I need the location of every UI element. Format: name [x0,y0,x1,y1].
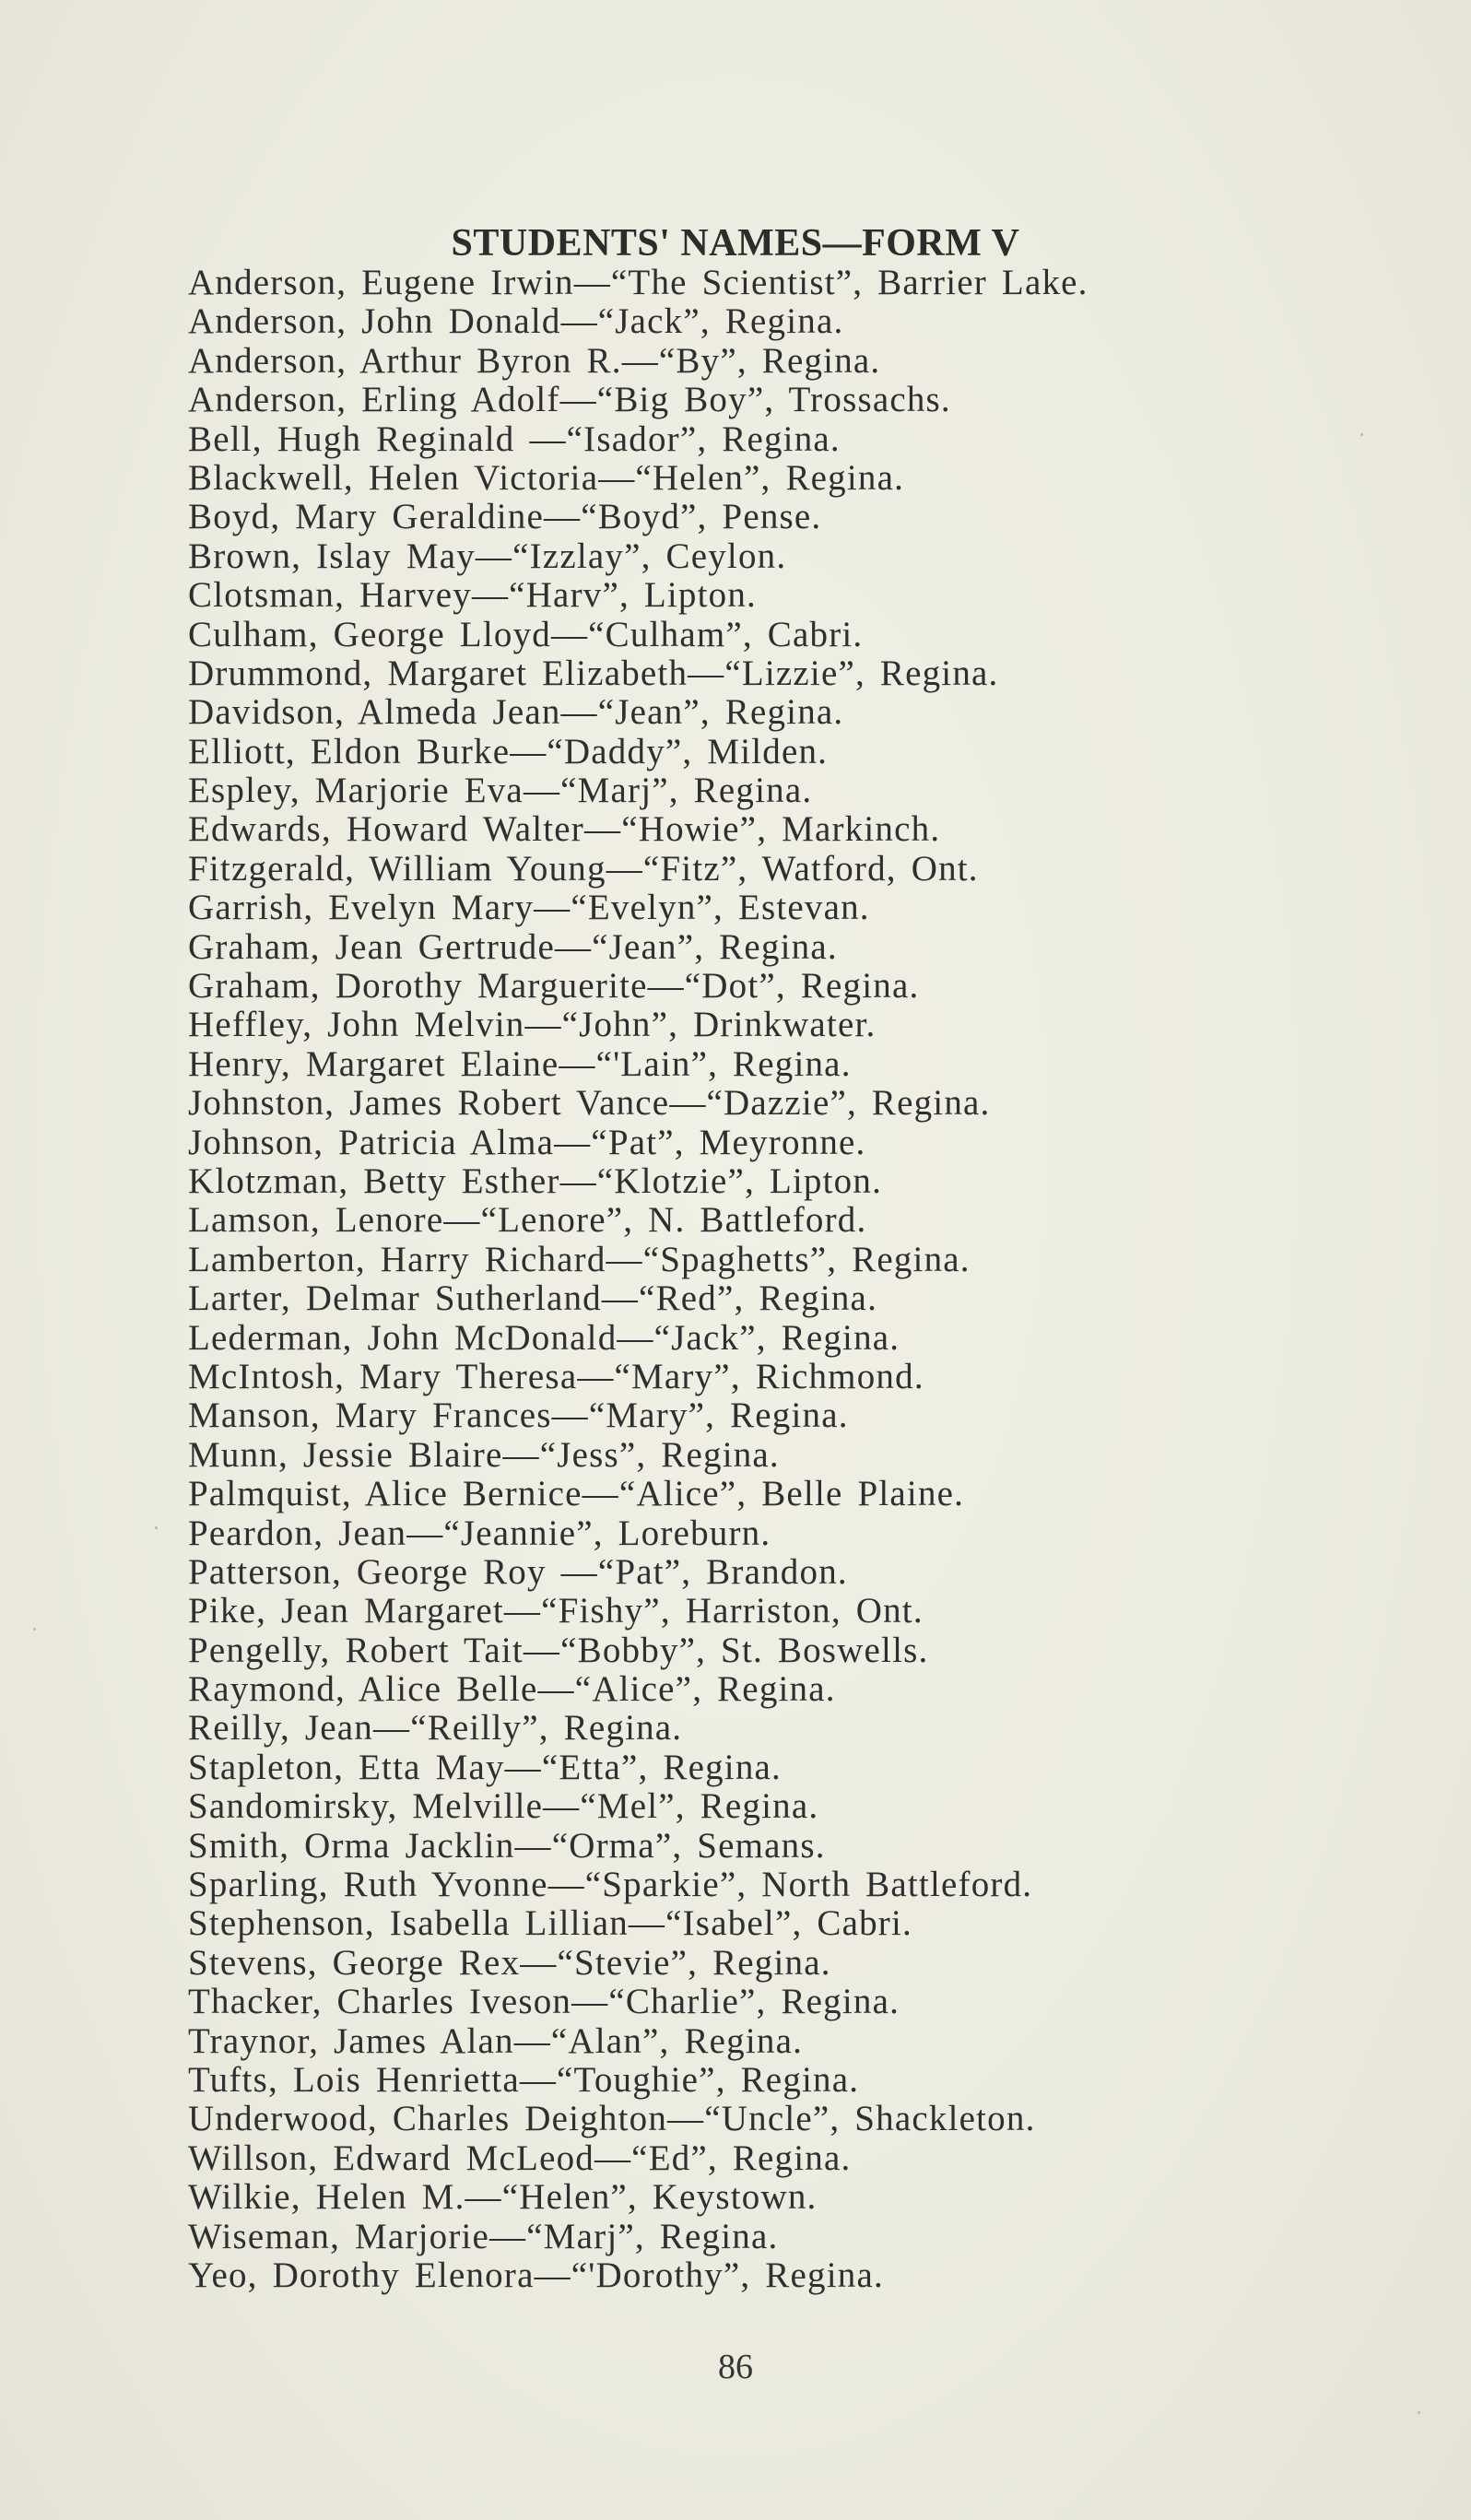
student-entry: Palmquist, Alice Bernice—“Alice”, Belle Plaine. [188,1474,965,1514]
student-entry: Lamberton, Harry Richard—“Spaghetts”, Regina. [188,1239,971,1279]
student-entry: Culham, George Lloyd—“Culham”, Cabri. [188,614,864,654]
student-entry: Wiseman, Marjorie—“Marj”, Regina. [188,2216,779,2256]
student-entry: Anderson, Erling Adolf—“Big Boy”, Trossachs. [188,380,951,420]
student-entry: Reilly, Jean—“Reilly”, Regina. [188,1708,683,1749]
student-entry: Pike, Jean Margaret—“Fishy”, Harriston, Ont. [188,1591,924,1631]
student-entry: Henry, Margaret Elaine—“'Lain”, Regina. [188,1043,852,1084]
student-entry: Raymond, Alice Belle—“Alice”, Regina. [188,1669,836,1710]
student-entry: Lederman, John McDonald—“Jack”, Regina. [188,1317,900,1358]
student-entry: Sandomirsky, Melville—“Mel”, Regina. [188,1786,819,1827]
student-entry: McIntosh, Mary Theresa—“Mary”, Richmond. [188,1356,924,1396]
student-entry: Drummond, Margaret Elizabeth—“Lizzie”, Regina. [188,653,999,693]
student-entry: Brown, Islay May—“Izzlay”, Ceylon. [188,536,787,576]
student-entry: Willson, Edward McLeod—“Ed”, Regina. [188,2137,852,2178]
student-entry: Peardon, Jean—“Jeannie”, Loreburn. [188,1513,771,1553]
student-entry: Clotsman, Harvey—“Harv”, Lipton. [188,575,758,616]
student-entry: Edwards, Howard Walter—“Howie”, Markinch. [188,809,941,850]
student-entry: Johnson, Patricia Alma—“Pat”, Meyronne. [188,1122,866,1162]
student-entry: Bell, Hugh Reginald —“Isador”, Regina. [188,418,841,459]
student-entry: Pengelly, Robert Tait—“Bobby”, St. Boswells. [188,1630,929,1670]
student-entry: Anderson, John Donald—“Jack”, Regina. [188,301,844,342]
student-entry: Anderson, Arthur Byron R.—“By”, Regina. [188,340,881,381]
student-entry: Espley, Marjorie Eva—“Marj”, Regina. [188,771,813,811]
student-entry: Graham, Dorothy Marguerite—“Dot”, Regina. [188,966,920,1007]
student-entry: Munn, Jessie Blaire—“Jess”, Regina. [188,1434,780,1475]
student-entry: Davidson, Almeda Jean—“Jean”, Regina. [188,692,844,733]
student-entry: Patterson, George Roy —“Pat”, Brandon. [188,1551,848,1592]
student-entry: Elliott, Eldon Burke—“Daddy”, Milden. [188,731,829,771]
paper-speck [33,1628,36,1631]
paper-speck [1418,2411,1420,2414]
student-entry: Blackwell, Helen Victoria—“Helen”, Regina. [188,457,905,498]
student-entry: Larter, Delmar Sutherland—“Red”, Regina. [188,1278,878,1319]
student-list [188,264,1414,2295]
student-entry: Thacker, Charles Iveson—“Charlie”, Regina. [188,1982,900,2022]
student-entry: Underwood, Charles Deighton—“Uncle”, Shackleton. [188,2099,1036,2139]
page-number: 86 [718,2348,753,2386]
student-entry: Stephenson, Isabella Lillian—“Isabel”, Cabri. [188,1903,912,1944]
student-entry: Boyd, Mary Geraldine—“Boyd”, Pense. [188,497,822,537]
student-entry: Wilkie, Helen M.—“Helen”, Keystown. [188,2177,818,2218]
student-entry: Graham, Jean Gertrude—“Jean”, Regina. [188,926,838,967]
student-entry: Stevens, George Rex—“Stevie”, Regina. [188,1942,831,1983]
student-entry: Yeo, Dorothy Elenora—“'Dorothy”, Regina. [188,2255,884,2295]
student-entry: Klotzman, Betty Esther—“Klotzie”, Lipton. [188,1160,883,1201]
paper-speck [155,1526,158,1529]
student-entry: Tufts, Lois Henrietta—“Toughie”, Regina. [188,2059,860,2100]
student-entry: Heffley, John Melvin—“John”, Drinkwater. [188,1005,877,1045]
student-entry: Smith, Orma Jacklin—“Orma”, Semans. [188,1825,826,1866]
paper-speck [1360,433,1363,436]
student-entry: Stapleton, Etta May—“Etta”, Regina. [188,1747,782,1787]
student-entry: Lamson, Lenore—“Lenore”, N. Battleford. [188,1200,867,1241]
student-entry: Johnston, James Robert Vance—“Dazzie”, Regina. [188,1083,991,1124]
student-entry: Sparling, Ruth Yvonne—“Sparkie”, North Battleford. [188,1865,1033,1905]
student-entry: Garrish, Evelyn Mary—“Evelyn”, Estevan. [188,888,870,928]
student-entry: Anderson, Eugene Irwin—“The Scientist”, Barrier Lake. [188,263,1089,302]
student-entry: Fitzgerald, William Young—“Fitz”, Watford, Ont. [188,848,979,889]
student-entry: Manson, Mary Frances—“Mary”, Regina. [188,1395,849,1436]
page-heading: STUDENTS' NAMES—FORM V [451,222,1020,265]
student-entry: Traynor, James Alan—“Alan”, Regina. [188,2020,804,2061]
